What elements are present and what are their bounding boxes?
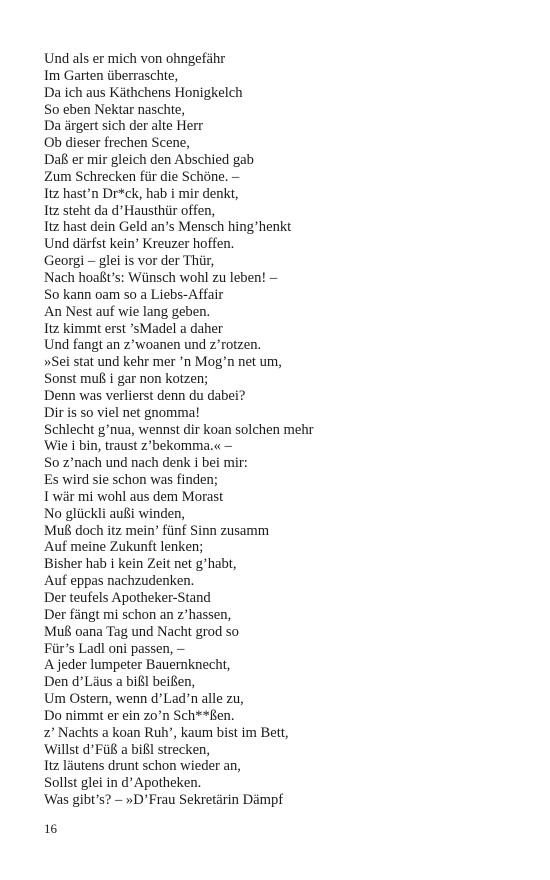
poem-line: Was gibt’s? – »D’Frau Sekretärin Dämpf: [44, 792, 284, 809]
poem-line: Der teufels Apotheker-Stand: [44, 590, 211, 606]
poem-line: z’ Nachts a koan Ruh’, kaum bist im Bett,: [44, 724, 289, 741]
poem-line: Im Garten überraschte,: [44, 67, 179, 84]
poem-line: Bisher hab i kein Zeit net g’habt,: [44, 556, 237, 573]
poem-line: Und als er mich von ohngefähr: [44, 51, 226, 67]
poem-line: I wär mi wohl aus dem Morast: [44, 488, 224, 505]
poem-line: Auf meine Zukunft lenken;: [44, 539, 204, 556]
poem-line: Nach hoaßt’s: Wünsch wohl zu leben! –: [44, 269, 278, 286]
poem-line: Der fängt mi schon an z’hassen,: [44, 606, 232, 623]
poem-line: Itz läutens drunt schon wieder an,: [44, 758, 241, 775]
poem-line: Daß er mir gleich den Abschied gab: [44, 152, 254, 169]
poem-line: Dir is so viel net gnomma!: [44, 404, 201, 421]
poem-line: An Nest auf wie lang geben.: [44, 303, 211, 320]
poem-line: Und fangt an z’woanen und z’rotzen.: [44, 337, 262, 354]
poem-line: So eben Nektar naschte,: [44, 101, 186, 118]
poem-line: Um Ostern, wenn d’Lad’n alle zu,: [44, 691, 244, 708]
poem-line: Den d’Läus a bißl beißen,: [44, 674, 196, 691]
poem-line: Muß doch itz mein’ fünf Sinn zusamm: [44, 522, 270, 539]
poem-line: Da ärgert sich der alte Herr: [44, 118, 203, 135]
poem-line: Georgi – glei is vor der Thür,: [44, 253, 215, 270]
poem-text: [44, 51, 524, 809]
poem-line: Do nimmt er ein zo’n Sch**ßen.: [44, 707, 235, 724]
poem-line: So kann oam so a Liebs-Affair: [44, 286, 224, 303]
poem-line: Da ich aus Käthchens Honigkelch: [44, 84, 243, 101]
poem-line: Sollst glei in d’Apotheken.: [44, 775, 202, 792]
page-number: 16: [44, 821, 57, 836]
poem-line: Für’s Ladl oni passen, –: [44, 640, 185, 657]
poem-line: Auf eppas nachzudenken.: [44, 573, 195, 590]
poem-line: »Sei stat und kehr mer ’n Mog’n net um,: [44, 354, 282, 371]
poem-line: Itz steht da d’Hausthür offen,: [44, 202, 216, 219]
poem-line: Itz hast dein Geld an’s Mensch hing’henkt: [44, 219, 292, 236]
poem-line: Sonst muß i gar non kotzen;: [44, 371, 209, 388]
poem-line: So z’nach und nach denk i bei mir:: [44, 455, 248, 472]
poem-line: Und därfst kein’ Kreuzer hoffen.: [44, 236, 235, 253]
poem-line: Es wird sie schon was finden;: [44, 472, 218, 489]
poem-line: Ob dieser frechen Scene,: [44, 135, 190, 152]
poem-line: Itz kimmt erst ’sMadel a daher: [44, 320, 223, 337]
poem-line: Zum Schrecken für die Schöne. –: [44, 168, 240, 185]
poem-line: Itz hast’n Dr*ck, hab i mir denkt,: [44, 185, 239, 202]
poem-line: Schlecht g’nua, wennst dir koan solchen mehr: [44, 421, 314, 438]
poem-line: A jeder lumpeter Bauernknecht,: [44, 657, 231, 674]
poem-line: Muß oana Tag und Nacht grod so: [44, 623, 239, 640]
poem-line: No glückli außi winden,: [44, 505, 186, 522]
poem-line: Wie i bin, traust z’bekomma.« –: [44, 438, 232, 455]
poem-line: Denn was verlierst denn du dabei?: [44, 387, 246, 404]
poem-line: Willst d’Füß a bißl strecken,: [44, 741, 210, 758]
